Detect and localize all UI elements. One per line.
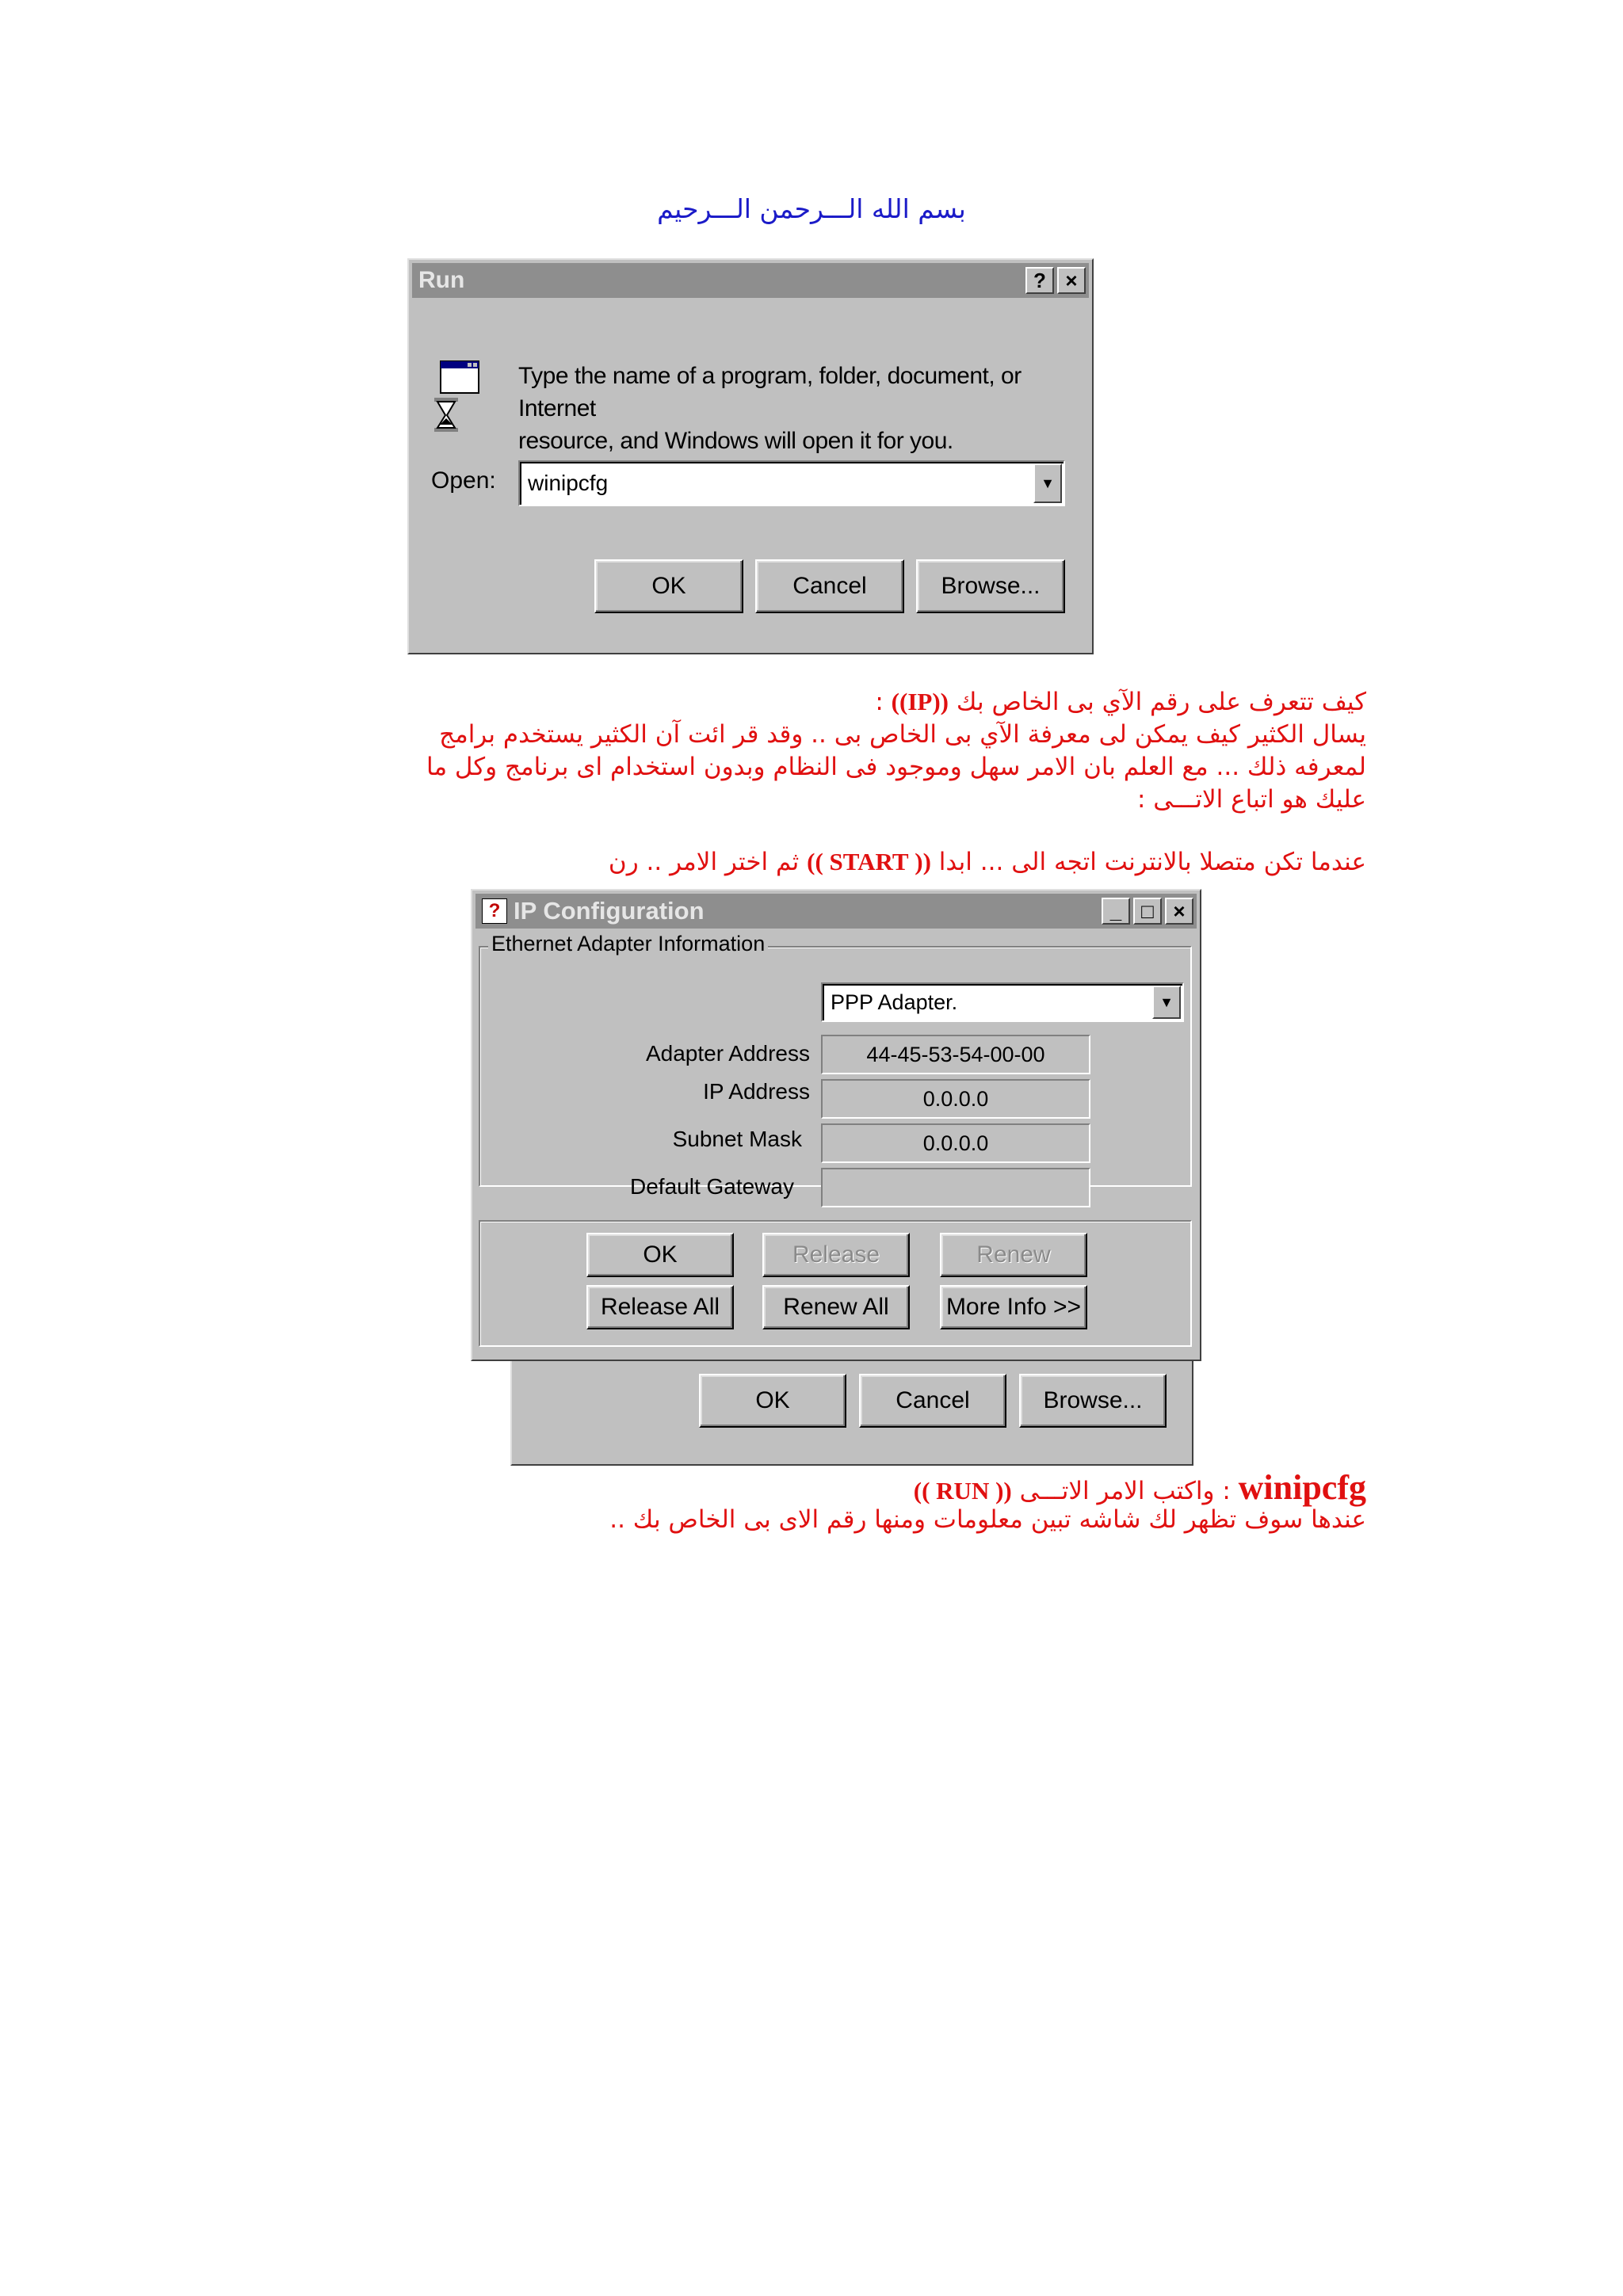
subnet-mask-value: 0.0.0.0: [821, 1123, 1090, 1163]
ipconfig-close-button[interactable]: ×: [1165, 898, 1193, 925]
renew-button[interactable]: Renew: [940, 1233, 1087, 1277]
open-dropdown-button[interactable]: ▼: [1033, 463, 1062, 503]
final-line: عندها سوف تظهر لك شاشه تبين معلومات ومنها رقم الاى بى الخاص بك ..: [609, 1505, 1366, 1534]
ipconfig-titlebar: [475, 894, 1197, 929]
winipcfg-command: winipcfg: [1238, 1468, 1366, 1507]
run-title: Run: [418, 267, 465, 293]
run-term: RUN: [936, 1477, 990, 1505]
intro-colon: :: [875, 688, 884, 716]
behind-browse-button[interactable]: Browse...: [1019, 1374, 1167, 1428]
help-button[interactable]: ?: [1025, 267, 1054, 294]
behind-ok-button[interactable]: OK: [699, 1374, 846, 1428]
ip-address-label: IP Address: [703, 1079, 810, 1104]
run-description-line-1: Type the name of a program, folder, document, or Internet: [518, 363, 1022, 421]
run-cancel-button[interactable]: Cancel: [755, 559, 904, 613]
ethernet-adapter-group-title: Ethernet Adapter Information: [488, 932, 768, 956]
start-term: START: [829, 848, 909, 875]
ip-address-value: 0.0.0.0: [821, 1079, 1090, 1119]
run-description-line-2: resource, and Windows will open it for you.: [518, 428, 953, 454]
ipconfig-app-icon: ?: [482, 898, 507, 924]
subnet-mask-label: Subnet Mask: [672, 1127, 802, 1151]
renew-all-button[interactable]: Renew All: [762, 1285, 910, 1329]
run-program-icon: [433, 358, 480, 434]
run-description: [518, 360, 1092, 457]
adapter-dropdown-button[interactable]: ▼: [1152, 986, 1181, 1019]
release-all-button[interactable]: Release All: [586, 1285, 734, 1329]
default-gateway-label: Default Gateway: [630, 1174, 794, 1199]
run-instruction: (( RUN )) واكتب الامر الاتـــى : winipcfg: [913, 1468, 1366, 1507]
run-browse-button[interactable]: Browse...: [916, 559, 1065, 613]
ipconfig-ok-button[interactable]: OK: [586, 1233, 734, 1277]
ip-term: IP: [907, 688, 933, 715]
intro-line-4: عليك هو اتباع الاتـــى :: [1136, 785, 1366, 814]
intro-line-1: كيف تتعرف على رقم الآي بى الخاص بك ((IP)) :: [875, 688, 1366, 716]
open-input[interactable]: [518, 460, 1065, 506]
adapter-address-value: 44-45-53-54-00-00: [821, 1035, 1090, 1074]
more-info-button[interactable]: More Info >>: [940, 1285, 1087, 1329]
basmala-heading: بسم الله الـــرحمن الـــرحيم: [657, 193, 966, 224]
ipconfig-buttons-group: [479, 1220, 1192, 1347]
start-instruction: عندما تكن متصلا بالانترنت اتجه الى ... ابدا (( START )) ثم اختر الامر .. رن: [608, 848, 1366, 876]
behind-cancel-button[interactable]: Cancel: [859, 1374, 1006, 1428]
run-dialog: [407, 258, 1094, 654]
intro-line-2: يسال الكثير كيف يمكن لى معرفة الآي بى الخاص بى .. وقد قر ائت آن الكثير يستخدم برامج: [439, 720, 1366, 749]
ip-configuration-dialog: [471, 889, 1201, 1361]
adapter-select-value: PPP Adapter.: [831, 990, 958, 1014]
run-ok-button[interactable]: OK: [594, 559, 743, 613]
adapter-address-label: Adapter Address: [645, 1041, 810, 1066]
adapter-select[interactable]: [821, 982, 1184, 1022]
ethernet-adapter-group: [479, 932, 1192, 1199]
run-titlebar: [412, 263, 1089, 298]
ipconfig-title: IP Configuration: [514, 897, 705, 925]
intro-line-3: لمعرفه ذلك ... مع العلم بان الامر سهل وموجود فى النظام وبدون استخدام اى برنامج وكل ما: [426, 753, 1366, 781]
release-button[interactable]: Release: [762, 1233, 910, 1277]
close-button[interactable]: ×: [1057, 267, 1086, 294]
maximize-button[interactable]: □: [1133, 898, 1162, 925]
minimize-button[interactable]: _: [1102, 898, 1130, 925]
open-label: Open:: [431, 467, 496, 494]
open-input-value: winipcfg: [528, 471, 609, 495]
default-gateway-value: [821, 1168, 1090, 1207]
